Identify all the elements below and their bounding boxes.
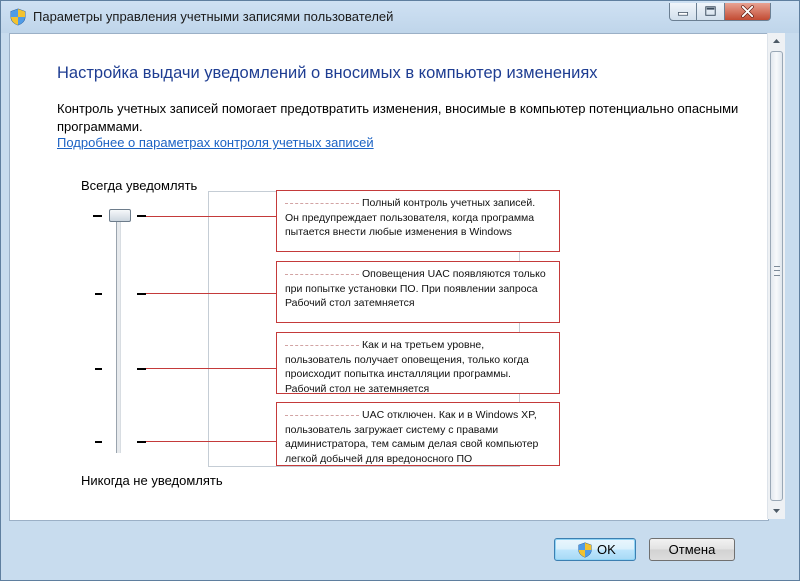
ok-button[interactable]: [554, 538, 636, 561]
callout-text: UAC отключен. Как и в Windows XP, пользователь загружает систему с правами администратора, тем самым делая свой компьютер легкой добычей для вредоносного ПО: [285, 409, 539, 465]
page-heading: Настройка выдачи уведомлений о вносимых в компьютер изменениях: [57, 64, 598, 82]
callout-dash-line: [285, 203, 359, 204]
learn-more-link[interactable]: Подробнее о параметрах контроля учетных записей: [57, 135, 374, 150]
scroll-down-arrow-icon[interactable]: [768, 502, 785, 519]
slider-tick-left: [95, 368, 102, 370]
callout-text: Как и на третьем уровне, пользователь получает оповещения, только когда происходит попытка инсталляции программы. Рабочий стол не затемняется: [285, 339, 529, 395]
callout-text: Полный контроль учетных записей. Он предупреждает пользователя, когда программа пытается внести любые изменения в Windows: [285, 197, 536, 238]
callout-dash-line: [285, 415, 359, 416]
thumb-grip-icon: [774, 266, 780, 276]
callout-connector: [146, 441, 276, 442]
slider-thumb[interactable]: [109, 209, 131, 222]
maximize-button[interactable]: [697, 3, 725, 21]
callout-connector: [146, 216, 276, 217]
slider-tick-right: [137, 293, 146, 295]
scrollbar-thumb[interactable]: [770, 51, 783, 501]
callout-connector: [146, 293, 276, 294]
slider-tick-right: [137, 368, 146, 370]
slider-tick-right: [137, 215, 146, 217]
ok-button-label: OK: [597, 542, 616, 557]
slider-bottom-label: Никогда не уведомлять: [81, 473, 223, 488]
callout-level-3: [276, 261, 560, 323]
maximize-icon: [697, 3, 724, 20]
slider-groove[interactable]: [116, 215, 121, 453]
vertical-scrollbar[interactable]: [767, 33, 785, 519]
callout-level-1: [276, 402, 560, 466]
scroll-up-arrow-icon[interactable]: [768, 33, 785, 50]
slider-tick-right: [137, 441, 146, 443]
close-button[interactable]: [725, 3, 771, 21]
uac-shield-icon: [577, 542, 593, 558]
callout-level-2: [276, 332, 560, 394]
callout-level-4: [276, 190, 560, 252]
slider-tick-left: [95, 441, 102, 443]
slider-top-label: Всегда уведомлять: [81, 178, 198, 193]
callout-dash-line: [285, 345, 359, 346]
cancel-button[interactable]: Отмена: [649, 538, 735, 561]
window-title: Параметры управления учетными записями пользователей: [33, 9, 394, 24]
slider-tick-left: [93, 215, 102, 217]
callout-connector: [146, 368, 276, 369]
page-description: Контроль учетных записей помогает предотвратить изменения, вносимые в компьютер потенциально опасными программами.: [57, 101, 739, 134]
slider-tick-left: [95, 293, 102, 295]
callout-text: Оповещения UAC появляются только при попытке установки ПО. При появлении запроса Рабочий стол затемняется: [285, 268, 546, 309]
uac-shield-icon: [9, 8, 27, 26]
title-bar[interactable]: [1, 1, 799, 33]
minimize-button[interactable]: [669, 3, 697, 21]
callout-dash-line: [285, 274, 359, 275]
minimize-icon: [670, 3, 696, 20]
close-icon: [725, 3, 770, 20]
